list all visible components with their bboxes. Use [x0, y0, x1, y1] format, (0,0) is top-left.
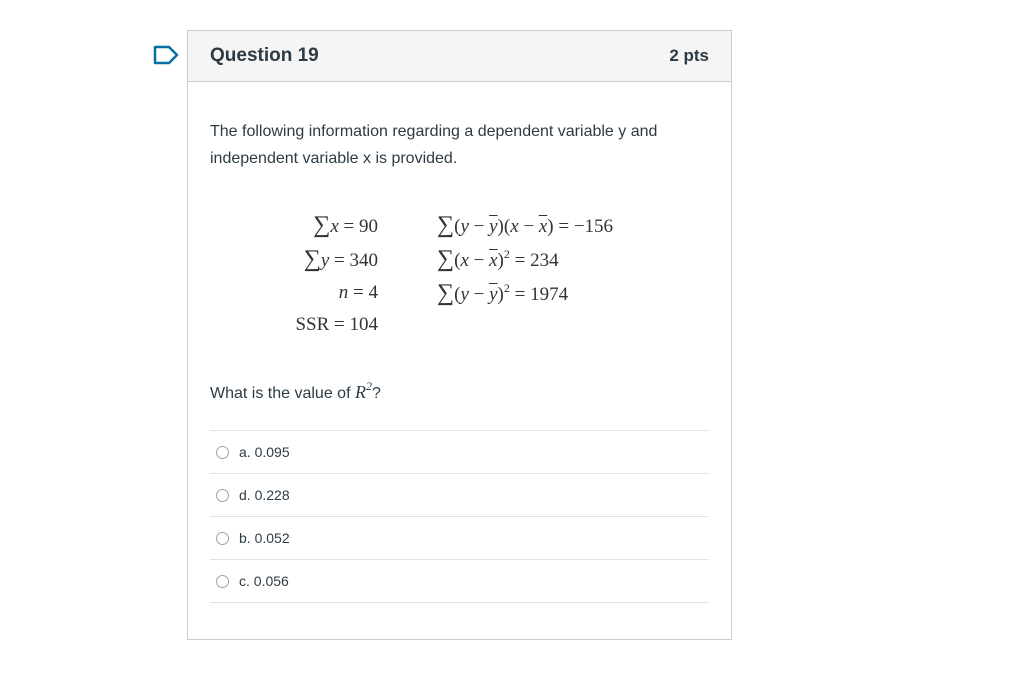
answer-option-b[interactable] [210, 517, 709, 560]
answer-label[interactable]: b. 0.052 [239, 530, 290, 546]
question-body [188, 82, 731, 603]
answer-label[interactable]: d. 0.228 [239, 487, 290, 503]
syy-text: $(y - \overline{y})^2 = 1974$ [454, 281, 569, 305]
n-text: n = 4 [338, 282, 378, 303]
ask-suffix: ? [371, 385, 381, 402]
sxx-eq [437, 246, 559, 273]
sum-symbol: ∑ [437, 280, 455, 306]
sxx-rhs: = 234 [509, 250, 559, 271]
sxx-square: 2 [503, 247, 510, 261]
answer-option-c[interactable] [210, 560, 709, 603]
formula-block [210, 212, 709, 362]
r-squared-symbol: $R^2$ [354, 379, 372, 402]
answer-option-a[interactable] [210, 431, 709, 474]
radio-button[interactable] [216, 489, 229, 502]
question-card [187, 30, 732, 640]
radio-button[interactable] [216, 532, 229, 545]
sum-y-eq [304, 246, 378, 273]
answer-label[interactable]: c. 0.056 [239, 573, 289, 589]
sum-x-text: x = 90 [330, 216, 378, 237]
question-header [188, 31, 731, 82]
bookmark-flag-icon[interactable] [152, 44, 180, 66]
n-eq [339, 282, 378, 304]
syy-rhs: = 1974 [509, 284, 569, 305]
sum-symbol: ∑ [303, 246, 321, 272]
radio-button[interactable] [216, 446, 229, 459]
syy-square: 2 [503, 281, 510, 295]
ask-prefix: What is the value of [210, 385, 351, 402]
ssr-text: SSR = 104 [295, 314, 378, 335]
sxx-text: $(x - \overline{x})^2 = 234$ [454, 247, 559, 271]
answer-option-d[interactable] [210, 474, 709, 517]
question-ask [210, 379, 709, 403]
answer-list [210, 430, 709, 603]
radio-button[interactable] [216, 575, 229, 588]
question-points: 2 pts [669, 46, 709, 65]
sum-x-eq [313, 212, 378, 239]
ssr-eq [295, 314, 378, 336]
sxy-eq [437, 212, 613, 239]
sum-symbol: ∑ [437, 212, 455, 238]
question-prompt: The following information regarding a dependent variable y and independent variable x is provided. [210, 123, 658, 167]
sum-symbol: ∑ [437, 246, 455, 272]
syy-eq [437, 280, 568, 307]
question-title: Question 19 [210, 45, 319, 66]
answer-label[interactable]: a. 0.095 [239, 444, 290, 460]
sum-y-text: y = 340 [320, 250, 378, 271]
sxy-text: $(y - \overline{y})(x - \overline{x}) = -156$ [454, 216, 614, 237]
sum-symbol: ∑ [313, 212, 331, 238]
